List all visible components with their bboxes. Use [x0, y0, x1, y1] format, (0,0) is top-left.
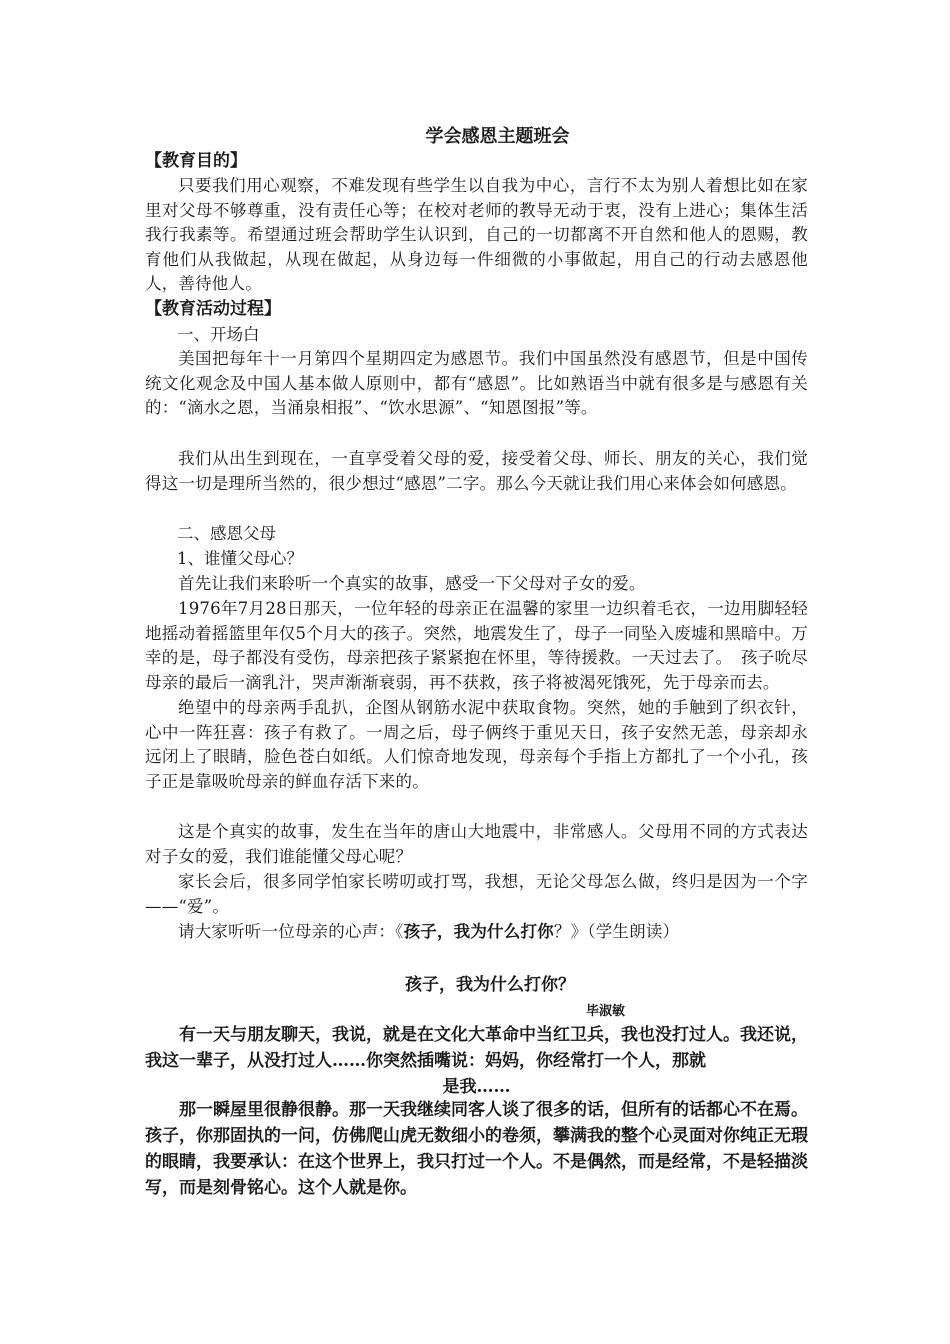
poem-author: 毕淑敏 [586, 1004, 626, 1019]
mother-voice-prefix: 请大家听听一位母亲的心声：《 [178, 922, 404, 941]
paragraph-parent-meeting: 家长会后，很多同学怕家长唠叨或打骂，我想，无论父母怎么做，终归是因为一个字——“爱”。 [145, 872, 808, 916]
page-title: 学会感恩主题班会 [425, 126, 570, 147]
subheading-opening: 一、开场白 [177, 325, 260, 344]
poem-paragraph-1-text: 有一天与朋友聊天，我说，就是在文化大革命中当红卫兵，我也没打过人。我还说，我这一辈子，从没打过人……你突然插嘴说：妈妈，你经常打一个人，那就 [145, 1025, 808, 1071]
paragraph-thanksgiving: 美国把每年十一月第四个星期四定为感恩节。我们中国虽然没有感恩节，但是中国传统文化观念及中国人基本做人原则中，都有“感恩”。比如熟语当中就有很多是与感恩有关的：“滴水之恩，当涌泉相报”、“饮水思源”、“知恩图报”等。 [145, 349, 808, 418]
mother-voice-suffix: ？》（学生朗读） [553, 922, 680, 941]
paragraph-story-intro: 首先让我们来聆听一个真实的故事，感受一下父母对子女的爱。 [178, 574, 646, 593]
paragraph-gratitude: 我们从出生到现在，一直享受着父母的爱，接受着父母、师长、朋友的关心，我们觉得这一切是理所当然的，很少想过“感恩”二字。那么今天就让我们用心来体会如何感恩。 [145, 449, 808, 493]
paragraph-purpose: 只要我们用心观察，不难发现有些学生以自我为中心，言行不太为别人着想比如在家里对父母不够尊重，没有责任心等；在校对老师的教导无动于衷，没有上进心；集体生活我行我素等。希望通过班会帮助学生认识到，自己的一切都离不开自然和他人的恩赐，教育他们从我做起，从现在做起，从身边每一件细微的小事做起，用自己的行动去感恩他人，善待他人。 [145, 176, 808, 294]
paragraph-mother-rescue: 绝望中的母亲两手乱扒，企图从钢筋水泥中获取食物。突然，她的手触到了织衣针，心中一阵狂喜：孩子有救了。一周之后，母子俩终于重见天日，孩子安然无恙，母亲却永远闭上了眼睛，脸色苍白如纸。人们惊奇地发现，母亲每个手指上方都扎了一个小孔，孩子正是靠吸吮母亲的鲜血存活下来的。 [145, 698, 808, 791]
poem-paragraph-1 [145, 1022, 808, 1100]
paragraph-mother-voice [145, 920, 808, 945]
poem-reference: 孩子，我为什么打你 [403, 922, 554, 941]
poem-paragraph-2: 那一瞬屋里很静很静。那一天我继续同客人谈了很多的话，但所有的话都心不在焉。孩子，你那固执的一问，仿佛爬山虎无数细小的卷须，攀满我的整个心灵面对你纯正无瑕的眼睛，我要承认：在这个世界上，我只打过一个人。不是偶然，而是经常，不是轻描淡写，而是刻骨铭心。这个人就是你。 [145, 1100, 808, 1198]
paragraph-true-story: 这是个真实的故事，发生在当年的唐山大地震中，非常感人。父母用不同的方式表达对子女的爱，我们谁能懂父母心呢？ [145, 822, 808, 866]
section-heading-process: 【教育活动过程】 [145, 299, 281, 319]
subheading-parents: 二、感恩父母 [177, 524, 276, 543]
poem-paragraph-1-end: 是我…… [442, 1077, 511, 1097]
paragraph-earthquake: 1976年7月28日那天，一位年轻的母亲正在温馨的家里一边织着毛衣，一边用脚轻轻地摇动着摇篮里年仅5个月大的孩子。突然，地震发生了，母子一同坠入废墟和黑暗中。万幸的是，母子都没有受伤，母亲把孩子紧紧抱在怀里，等待援救。一天过去了。 孩子吮尽母亲的最后一滴乳汁，哭声渐渐衰弱，再不获救，孩子将被渴死饿死，先于母亲而去。 [145, 599, 808, 692]
poem-title: 孩子，我为什么打你？ [405, 975, 575, 995]
subheading-who-understands: 1、谁懂父母心？ [177, 549, 303, 568]
section-heading-purpose: 【教育目的】 [145, 151, 247, 171]
